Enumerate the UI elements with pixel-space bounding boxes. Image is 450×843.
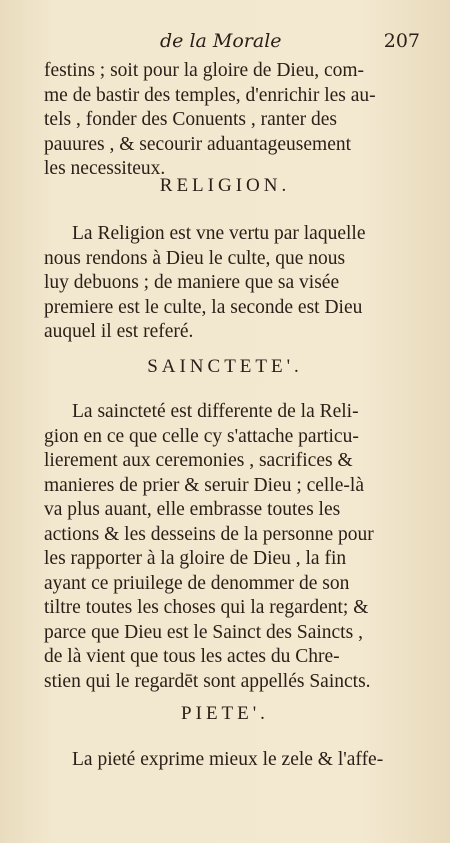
paragraph-religion bbox=[44, 222, 420, 345]
text-line: premiere est le culte, la seconde est Dieu bbox=[44, 296, 363, 318]
text-line: actions & les desseins de la personne pour bbox=[44, 523, 374, 545]
text-line: tiltre toutes les choses qui la regardent; & bbox=[44, 597, 369, 618]
text-line: pauures , & secourir aduantageusement bbox=[44, 133, 352, 155]
text-line: gion en ce que celle cy s'attache particu- bbox=[44, 425, 359, 447]
text-line: lierement aux ceremonies , sacrifices & bbox=[44, 450, 353, 471]
paragraph-sainctete bbox=[44, 400, 420, 694]
text-line: festins ; soit pour la gloire de Dieu, com- bbox=[44, 60, 365, 81]
text-line: manieres de prier & seruir Dieu ; celle-là bbox=[44, 474, 364, 496]
text-line: me de bastir des temples, d'enrichir les au- bbox=[44, 84, 376, 106]
text-line: luy debuons ; de maniere que sa visée bbox=[44, 272, 340, 293]
text-line: auquel il est referé. bbox=[44, 321, 194, 342]
section-heading-sainctete: SAINCTETE'. bbox=[147, 356, 303, 377]
text-line: tels , fonder des Conuents , ranter des bbox=[44, 109, 337, 130]
page-header bbox=[40, 30, 420, 56]
text-line: stien qui le regardēt sont appellés Saincts. bbox=[44, 670, 371, 692]
text-line: les necessiteux. bbox=[44, 158, 166, 179]
text-line: parce que Dieu est le Sainct des Saincts , bbox=[44, 621, 363, 643]
section-heading-religion: RELIGION. bbox=[159, 175, 291, 196]
text-line: les rapporter à la gloire de Dieu , la fin bbox=[44, 548, 347, 569]
text-line: de là vient que tous les actes du Chre- bbox=[44, 646, 340, 667]
page-number: 207 bbox=[383, 30, 420, 52]
text-line: va plus auant, elle embrasse toutes les bbox=[44, 499, 341, 520]
paragraph-continuation bbox=[44, 59, 420, 182]
text-line: La Religion est vne vertu par laquelle bbox=[72, 223, 366, 244]
text-line: ayant ce priuilege de denommer de son bbox=[44, 572, 350, 594]
paragraph-piete bbox=[44, 748, 420, 773]
running-title: de la Morale bbox=[160, 30, 282, 52]
text-line: La pieté exprime mieux le zele & l'affe- bbox=[72, 749, 384, 770]
text-line: nous rendons à Dieu le culte, que nous bbox=[44, 247, 346, 269]
text-line: La saincteté est differente de la Reli- bbox=[72, 401, 359, 422]
section-heading-piete: PIETE'. bbox=[181, 703, 269, 724]
